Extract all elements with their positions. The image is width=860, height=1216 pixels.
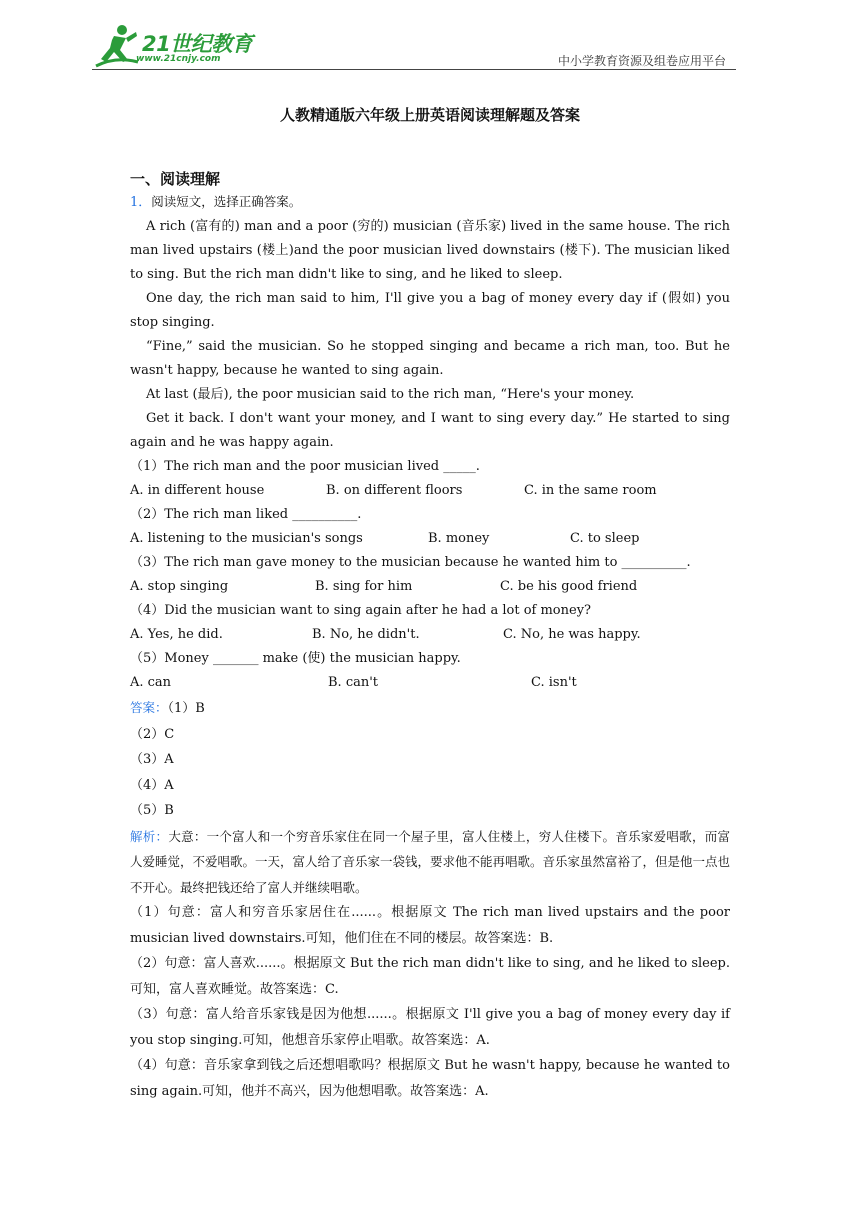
question-number: 1．	[130, 195, 152, 210]
option-b: B. money	[428, 531, 490, 546]
question-stem: （2）The rich man liked __________.	[130, 507, 362, 522]
option-b: B. No, he didn't.	[312, 627, 420, 642]
option-b: B. on different floors	[326, 483, 463, 498]
logo-url: www.21cnjy.com	[136, 54, 221, 64]
option-c: C. be his good friend	[500, 579, 638, 594]
option-c: C. No, he was happy.	[503, 627, 641, 642]
analysis-point: （3）句意：富人给音乐家钱是因为他想......。根据原文 I'll give you a bag of money every day if you stop singing.可知，他想音乐家停止唱歌。故答案选：A.	[130, 1007, 730, 1048]
question-stem: （4）Did the musician want to sing again after he had a lot of money?	[130, 603, 592, 618]
document-body	[130, 190, 730, 1104]
option-row	[130, 671, 730, 695]
answer-line: （5）B	[130, 803, 174, 818]
option-row	[130, 479, 730, 503]
page-title: 人教精通版六年级上册英语阅读理解题及答案	[279, 106, 580, 124]
option-row	[130, 623, 730, 647]
page-header	[92, 22, 732, 72]
option-c: C. in the same room	[524, 483, 657, 498]
analysis-point: （2）句意：富人喜欢......。根据原文 But the rich man didn't like to sing, and he liked to sleep.可知，富人喜欢睡觉。故答案选：C.	[130, 956, 730, 997]
answer-line: 答案：（1）B	[130, 700, 205, 716]
logo-text: 21世纪教育	[142, 32, 253, 56]
analysis-summary: 解析：大意：一个富人和一个穷音乐家住在同一个屋子里，富人住楼上，穷人住楼下。音乐家爱唱歌，而富人爱睡觉，不爱唱歌。一天，富人给了音乐家一袋钱，要求他不能再唱歌。音乐家虽然富裕了，但是他一点也不开心。最终把钱还给了富人并继续唱歌。	[130, 828, 731, 895]
option-a: A. Yes, he did.	[130, 627, 223, 642]
answer-line: （4）A	[130, 777, 174, 793]
analysis-point: （1）句意：富人和穷音乐家居住在......。根据原文 The rich man lived upstairs and the poor musician lived downstairs.可知，他们住在不同的楼层。故答案选：B.	[130, 905, 730, 946]
question-instruction: 1．阅读短文，选择正确答案。	[130, 194, 302, 210]
option-b: B. can't	[328, 675, 379, 690]
option-row	[130, 527, 730, 551]
passage-paragraph: “Fine,” said the musician. So he stopped singing and became a rich man, too. But he wasn't happy, because he wanted to sing again.	[130, 339, 730, 378]
option-c: C. isn't	[531, 675, 577, 690]
option-c: C. to sleep	[570, 531, 640, 546]
answer-label: 答案：	[130, 700, 168, 715]
analysis-block	[130, 824, 730, 1105]
answer-line: （2）C	[130, 726, 175, 742]
question-stem: （1）The rich man and the poor musician lived _____.	[130, 459, 480, 474]
runner-logo-icon	[92, 22, 140, 68]
header-divider	[92, 69, 736, 70]
section-heading: 一、阅读理解	[130, 170, 221, 188]
platform-tagline: 中小学教育资源及组卷应用平台	[557, 54, 726, 68]
passage-paragraph: A rich (富有的) man and a poor (穷的) musician (音乐家) lived in the same house. The rich man lived upstairs (楼上)and the poor musician lived downstairs (楼下). The musician liked to sing. But the rich man didn't like to sing, and he liked to sleep.	[130, 219, 730, 282]
option-b: B. sing for him	[315, 579, 413, 594]
option-a: A. can	[130, 675, 172, 690]
option-a: A. listening to the musician's songs	[130, 531, 363, 546]
option-row	[130, 575, 730, 599]
passage-paragraph: At last (最后), the poor musician said to the rich man, “Here's your money.	[146, 387, 635, 402]
analysis-point: （4）句意：音乐家拿到钱之后还想唱歌吗？根据原文 But he wasn't happy, because he wanted to sing again.可知，他并不高兴，因为他想唱歌。故答案选：A.	[130, 1058, 730, 1099]
question-stem: （3）The rich man gave money to the musician because he wanted him to __________.	[130, 555, 691, 570]
option-a: A. in different house	[130, 483, 265, 498]
passage-paragraph: One day, the rich man said to him, I'll give you a bag of money every day if (假如) you stop singing.	[130, 291, 730, 330]
question-stem: （5）Money _______ make (使) the musician happy.	[130, 651, 461, 666]
option-a: A. stop singing	[130, 579, 229, 594]
site-logo[interactable]	[92, 22, 262, 70]
analysis-label: 解析：	[130, 828, 169, 844]
passage-paragraph: Get it back. I don't want your money, and I want to sing every day.” He started to sing again and he was happy again.	[130, 411, 730, 450]
answer-line: （3）A	[130, 752, 174, 767]
answer-block	[130, 695, 730, 824]
